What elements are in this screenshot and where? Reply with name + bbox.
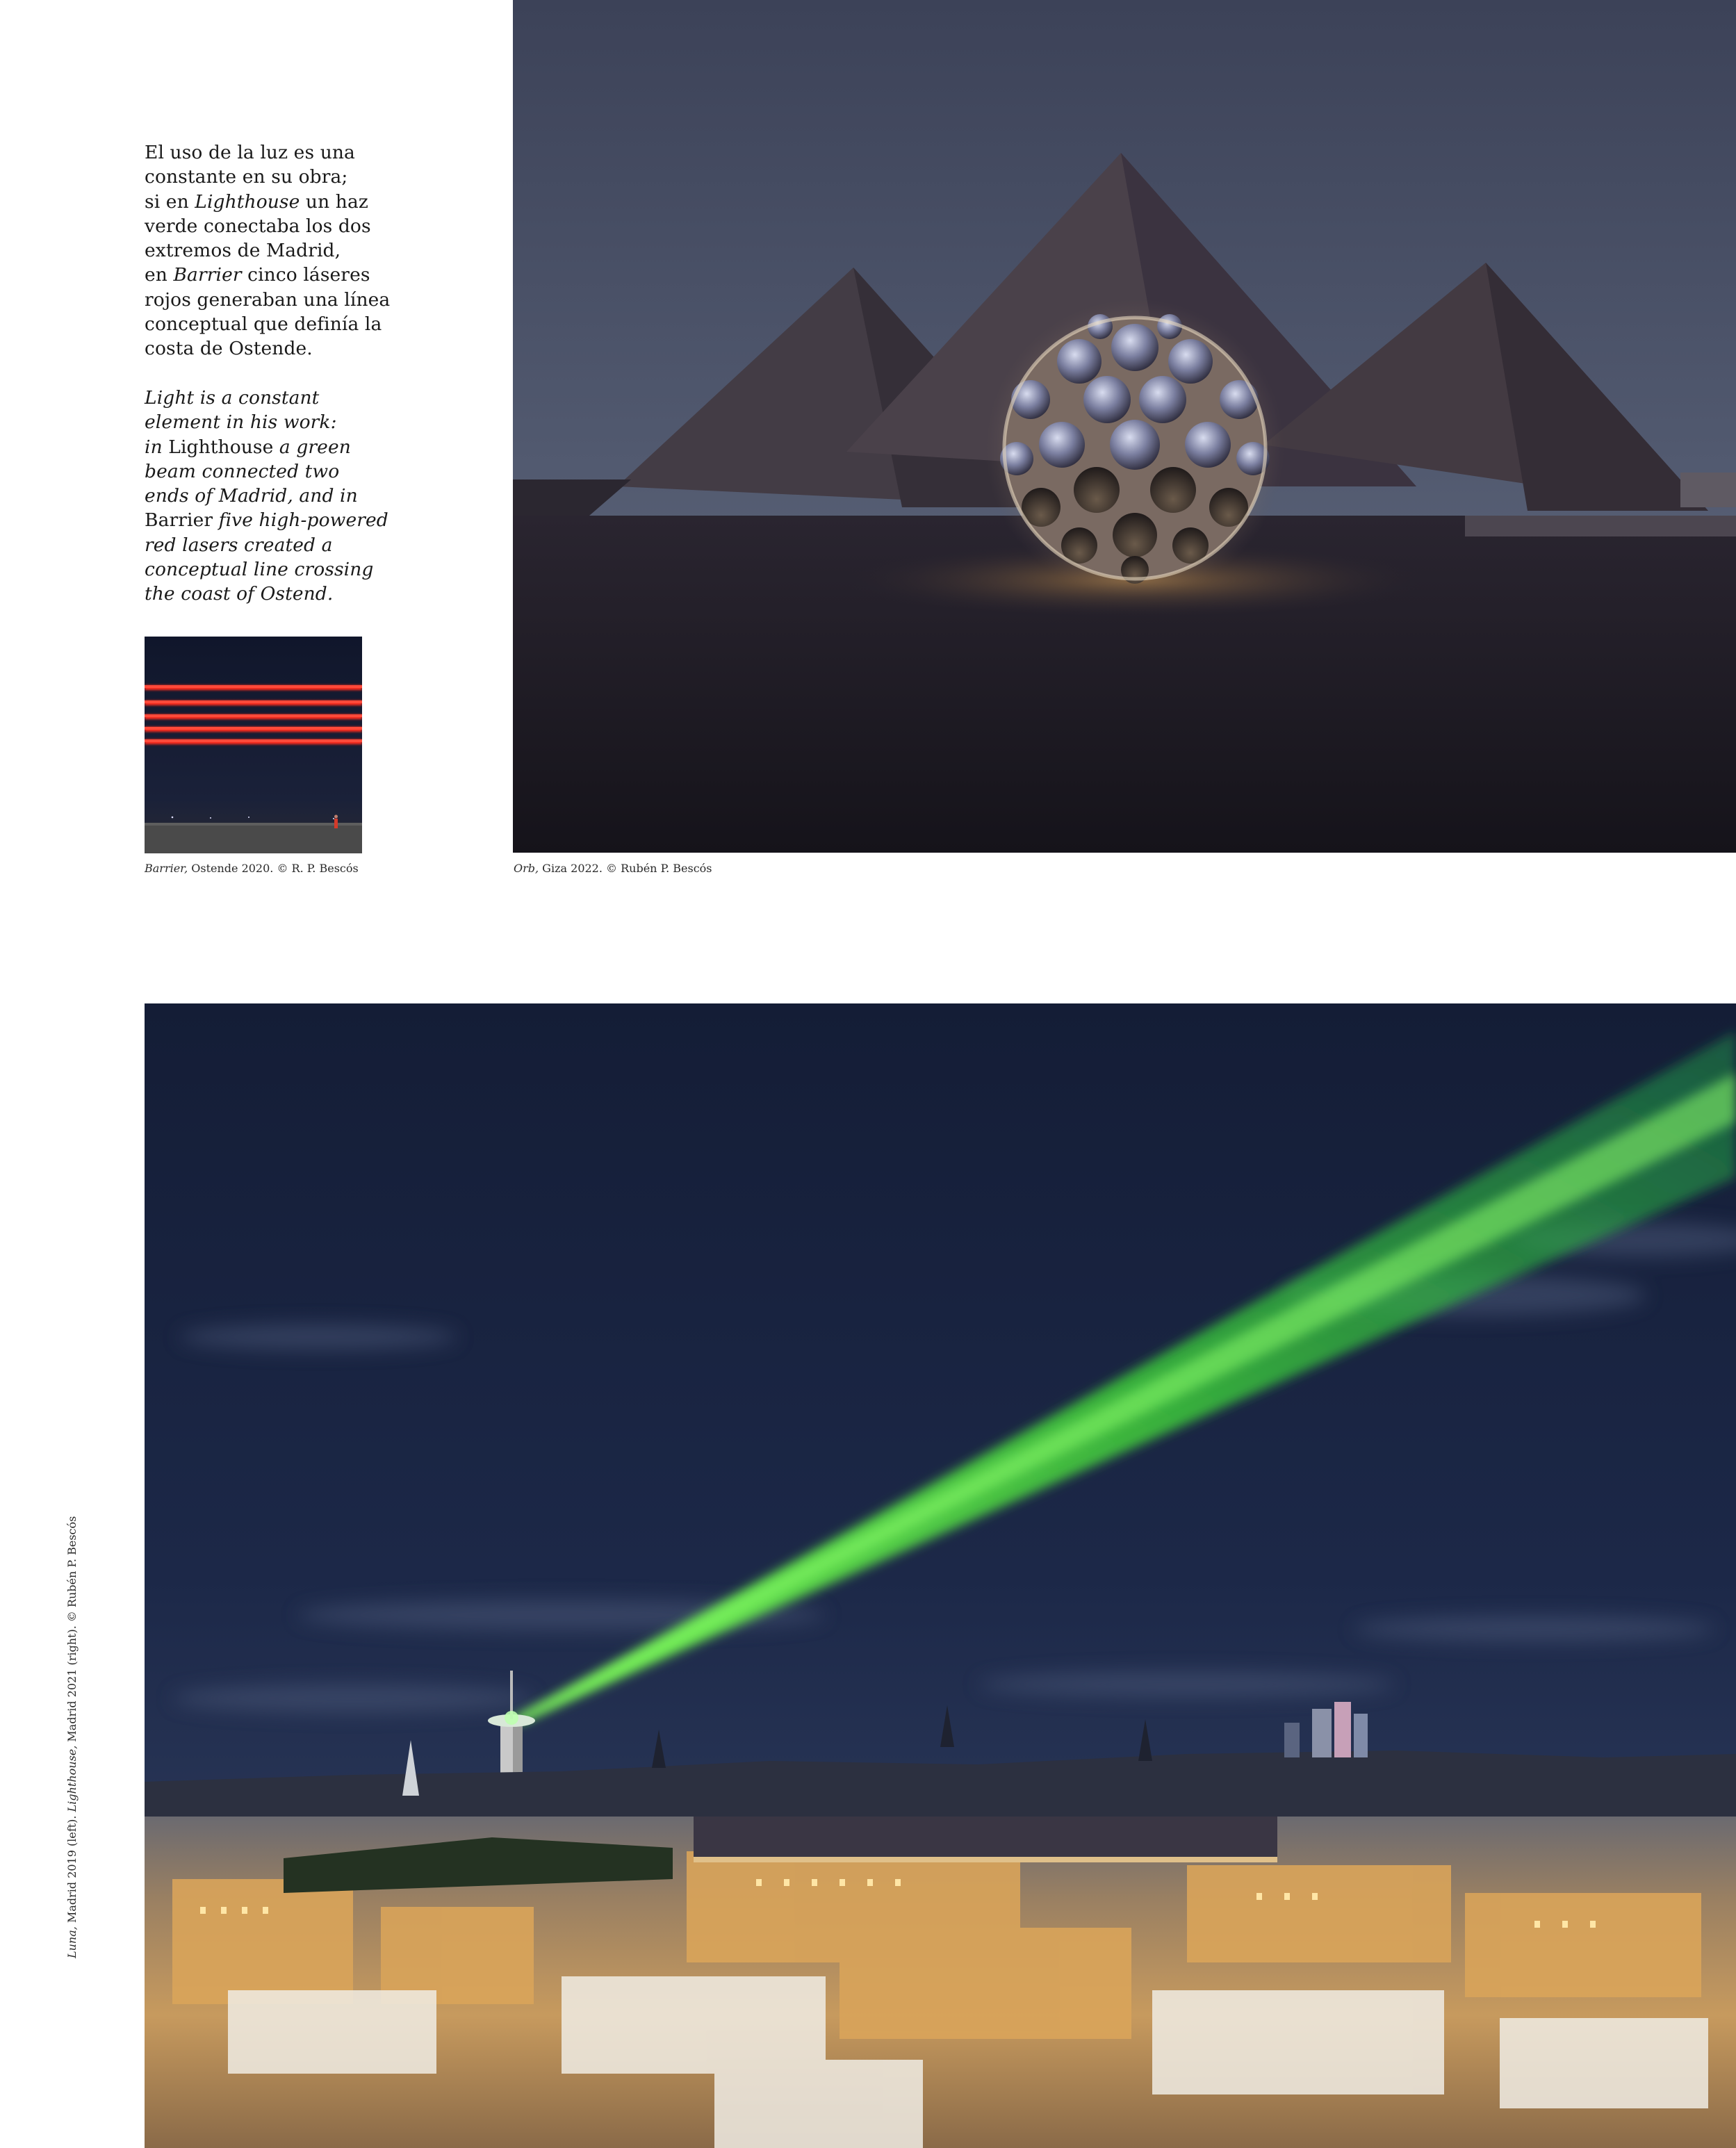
text-line: ends of Madrid, and in <box>145 485 358 507</box>
caption-barrier: Barrier, Ostende 2020. © R. P. Bescós <box>145 862 359 875</box>
text-line: si en Lighthouse un haz <box>145 190 368 213</box>
text-line: rojos generaban una línea <box>145 288 391 311</box>
text-line: red lasers created a <box>145 534 333 556</box>
caption-luna-lighthouse: Luna, Madrid 2019 (left). Lighthouse, Madrid 2021 (right). © Rubén P. Bescós <box>65 1516 79 1958</box>
text-line: in Lighthouse a green <box>145 436 351 458</box>
text-line: extremos de Madrid, <box>145 240 341 262</box>
text-line: El uso de la luz es una <box>145 142 355 163</box>
body-text-spanish <box>145 140 391 361</box>
work-title: Barrier <box>173 264 242 286</box>
text-line: verde conectaba los dos <box>145 215 371 237</box>
work-title: Lighthouse <box>168 436 274 458</box>
lighthouse-madrid-photo <box>145 1003 1736 2148</box>
work-title: Barrier <box>145 509 213 532</box>
text-line: element in his work: <box>145 411 337 434</box>
work-title: Lighthouse <box>195 190 300 213</box>
text-line: Light is a constant <box>145 387 320 409</box>
orb-giza-photo <box>513 0 1736 853</box>
caption-orb: Orb, Giza 2022. © Rubén P. Bescós <box>514 862 712 875</box>
barrier-photo <box>145 637 362 853</box>
text-line: constante en su obra; <box>145 166 348 188</box>
text-line: en Barrier cinco láseres <box>145 264 370 286</box>
text-line: beam connected two <box>145 460 340 482</box>
text-line: Barrier five high-powered <box>145 509 388 532</box>
text-line: conceptual que definía la <box>145 313 382 336</box>
body-text-english <box>145 386 388 607</box>
text-line: conceptual line crossing <box>145 559 374 581</box>
text-line: the coast of Ostend. <box>145 583 334 605</box>
text-line: costa de Ostende. <box>145 338 313 360</box>
